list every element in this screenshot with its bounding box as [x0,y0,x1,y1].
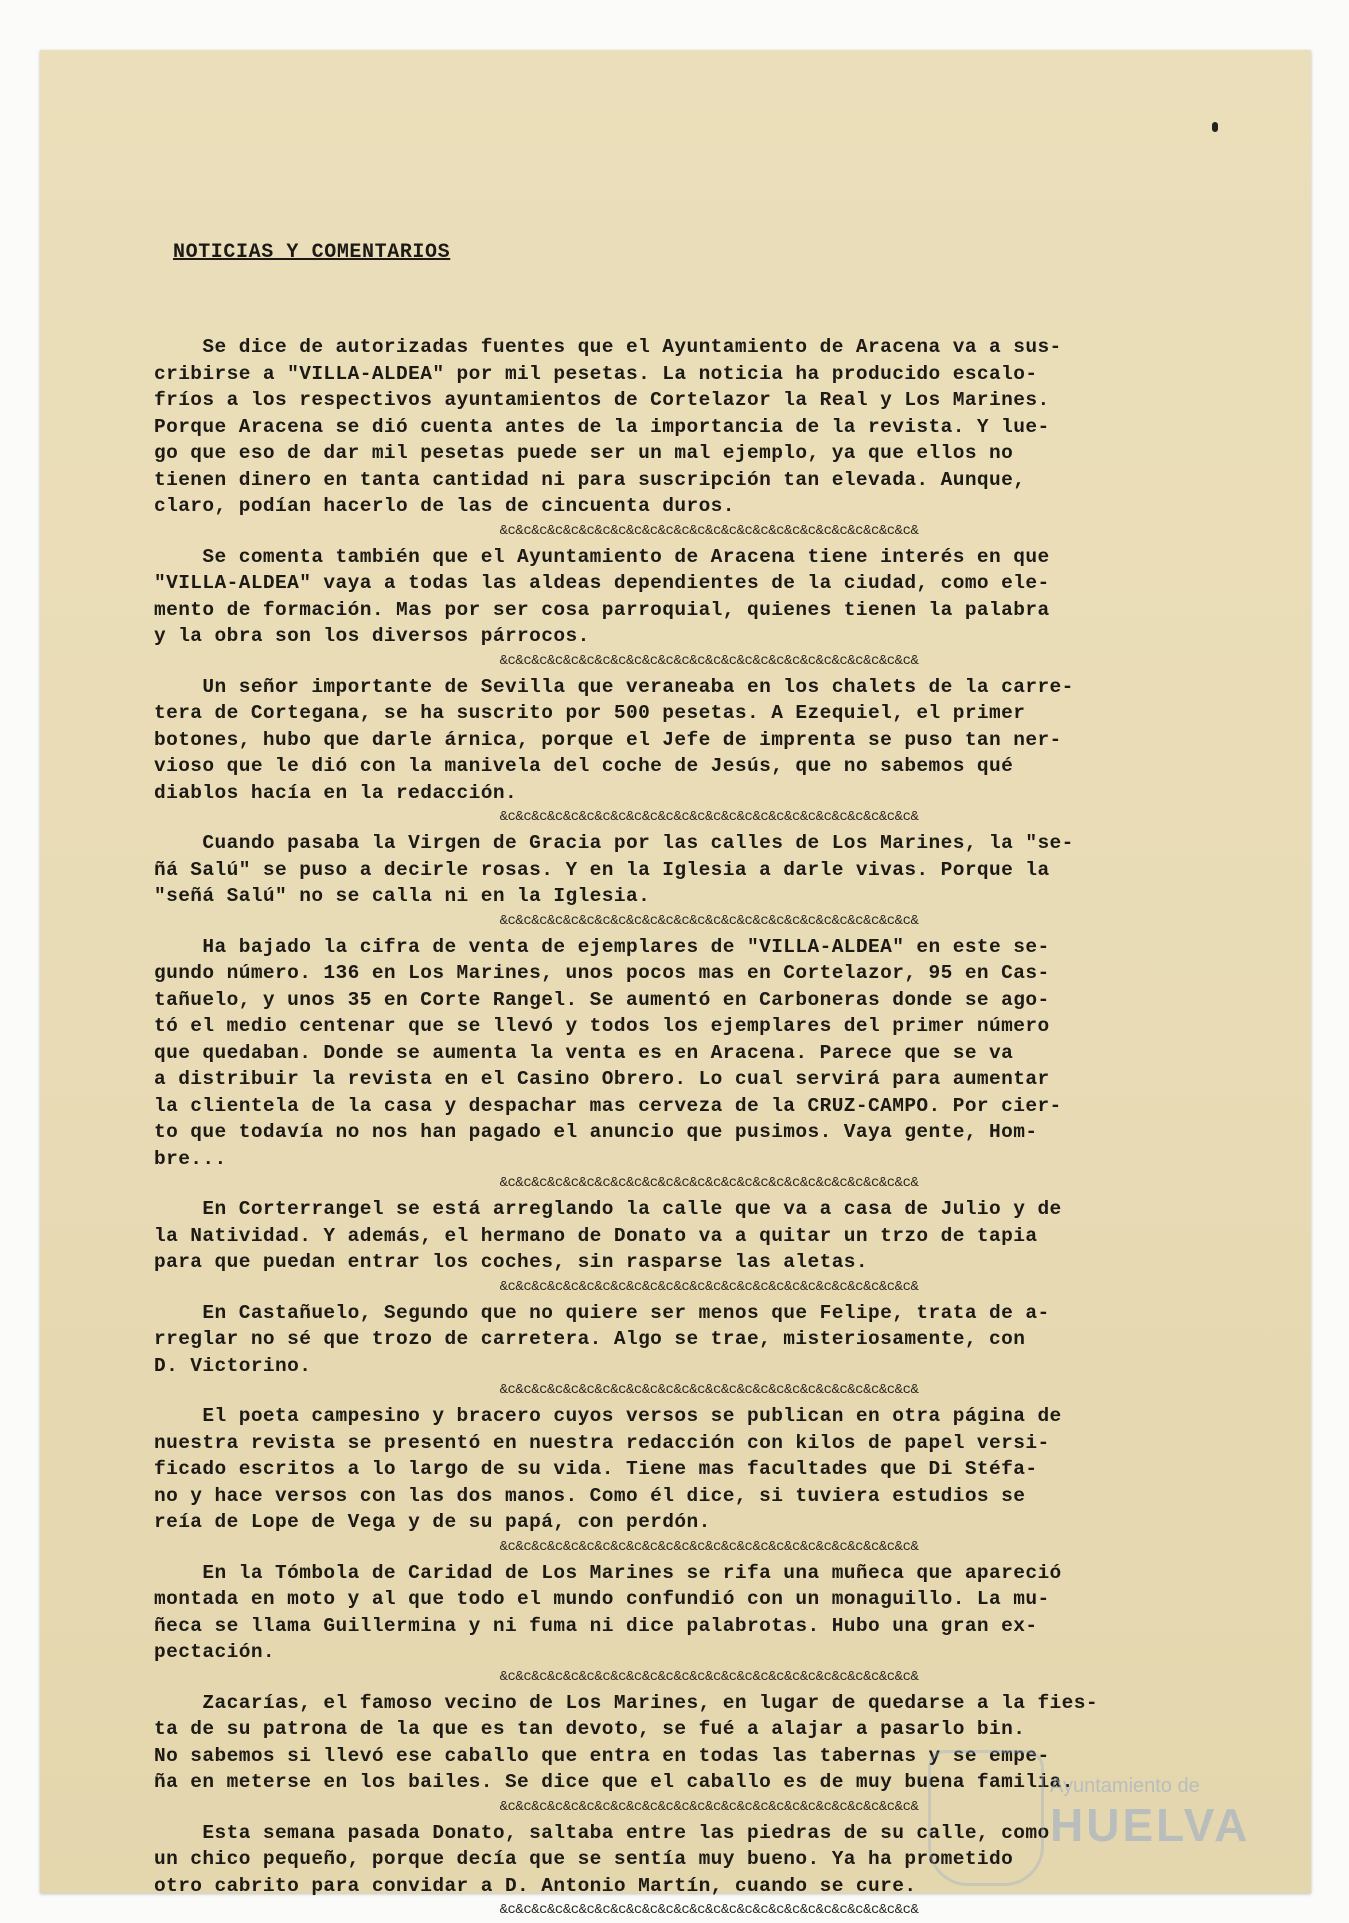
news-paragraph: Esta semana pasada Donato, saltaba entre las piedras de su calle, como un chico pequeño, porque decía que se sentía muy bueno. Ya ha prometido otro cabrito para convidar a D. Antonio Martín, cuando se cure. [154,1821,1050,1897]
news-paragraph: El poeta campesino y bracero cuyos versos se publican en otra página de nuestra revista se presentó en nuestra redacción con kilos de papel versi- ficado escritos a lo largo de su vida. Tiene mas facultades que Di Stéfa- no y hace versos con las dos manos. Como él dice, si tuviera estudios se reía de Lope de Vega y de su papá, con perdón. [154,1405,1062,1533]
news-paragraph: En la Tómbola de Caridad de Los Marines se rifa una muñeca que apareció montada en moto y al que todo el mundo confundió con un monaguillo. La mu- ñeca se llama Guillermina y ni fuma ni dice palabrotas. Hubo una gran ex- pectación. [154,1561,1062,1663]
punch-mark [1212,122,1218,132]
separator: &c&c&c&c&c&c&c&c&c&c&c&c&c&c&c&c&c&c&c&c&c&c&c&c&c&c& [499,1538,919,1555]
news-paragraph: Se dice de autorizadas fuentes que el Ayuntamiento de Aracena va a sus- cribirse a "VILLA-ALDEA" por mil pesetas. La noticia ha producido escalo- fríos a los respectivos ayuntamientos de Cortelazor la Real y Los Marines. Porque Aracena se dió cuenta antes de la importancia de la revista. Y lue- go que eso de dar mil pesetas puede ser un mal ejemplo, ya que ellos no tienen dinero en tanta cantidad ni para suscripción tan elevada. Aunque, claro, podían hacerlo de las de cincuenta duros. [154,336,1062,517]
news-paragraph: Un señor importante de Sevilla que veraneaba en los chalets de la carre- tera de Cortegana, se ha suscrito por 500 pesetas. A Ezequiel, el primer botones, hubo que darle árnica, porque el Jefe de imprenta se puso tan ner- vioso que le dió con la manivela del coche de Jesús, que no sabemos qué diablos hacía en la redacción. [154,675,1074,804]
news-paragraph: Zacarías, el famoso vecino de Los Marines, en lugar de quedarse a la fies- ta de su patrona de la que es tan devoto, se fué a alajar a pasarlo bin. No sabemos si llevó ese caballo que entra en todas las tabernas y se empe- ña en meterse en los bailes. Se dice que el caballo es de muy buena familia. [154,1691,1098,1793]
watermark-line1: Ayuntamiento de [1050,1775,1200,1797]
news-paragraph: Cuando pasaba la Virgen de Gracia por las calles de Los Marines, la "se- ñá Salú" se puso a decirle rosas. Y en la Iglesia a darle vivas. Porque la "señá Salú" no se calla ni en la Iglesia. [154,832,1074,907]
page-title: NOTICIAS Y COMENTARIOS [173,241,451,264]
coat-of-arms-watermark-icon [928,1750,1044,1886]
separator: &c&c&c&c&c&c&c&c&c&c&c&c&c&c&c&c&c&c&c&c&c&c&c&c&c&c& [499,1278,919,1295]
article-body [154,334,1264,1923]
separator: &c&c&c&c&c&c&c&c&c&c&c&c&c&c&c&c&c&c&c&c&c&c&c&c&c&c& [499,1382,919,1398]
watermark-line2: HUELVA [1050,1799,1251,1851]
separator: &c&c&c&c&c&c&c&c&c&c&c&c&c&c&c&c&c&c&c&c&c&c&c&c&c&c& [499,522,919,539]
separator: &c&c&c&c&c&c&c&c&c&c&c&c&c&c&c&c&c&c&c&c&c&c&c&c&c&c& [499,652,919,669]
separator: &c&c&c&c&c&c&c&c&c&c&c&c&c&c&c&c&c&c&c&c&c&c&c&c&c&c& [499,1175,919,1191]
separator: &c&c&c&c&c&c&c&c&c&c&c&c&c&c&c&c&c&c&c&c&c&c&c&c&c&c& [499,1902,919,1918]
news-paragraph: En Corterrangel se está arreglando la calle que va a casa de Julio y de la Natividad. Y además, el hermano de Donato va a quitar un trzo de tapia para que puedan entrar los coches, sin rasparse las aletas. [154,1198,1062,1273]
separator: &c&c&c&c&c&c&c&c&c&c&c&c&c&c&c&c&c&c&c&c&c&c&c&c&c&c& [499,1668,919,1685]
separator: &c&c&c&c&c&c&c&c&c&c&c&c&c&c&c&c&c&c&c&c&c&c&c&c&c&c& [499,912,919,929]
news-paragraph: Se comenta también que el Ayuntamiento de Aracena tiene interés en que "VILLA-ALDEA" vaya a todas las aldeas dependientes de la ciudad, como ele- mento de formación. Mas por ser cosa parroquial, quienes tienen la palabra y la obra son los diversos párrocos. [154,545,1050,647]
watermark-text [1050,1775,1250,1852]
separator: &c&c&c&c&c&c&c&c&c&c&c&c&c&c&c&c&c&c&c&c&c&c&c&c&c&c& [499,809,919,825]
news-paragraph: Ha bajado la cifra de venta de ejemplares de "VILLA-ALDEA" en este se- gundo número. 136 en Los Marines, unos pocos mas en Cortelazor, 95 en Cas- tañuelo, y unos 35 en Corte Rangel. Se aumentó en Carboneras donde se ago- tó el medio centenar que se llevó y todos los ejemplares del primer número que quedaban. Donde se aumenta la venta es en Aracena. Parece que se va a distribuir la revista en el Casino Obrero. Lo cual servirá para aumentar la clientela de la casa y despachar mas cerveza de la CRUZ-CAMPO. Por cier- to que todavía no nos han pagado el anuncio que pusimos. Vaya gente, Hom- bre... [154,935,1062,1170]
news-paragraph: En Castañuelo, Segundo que no quiere ser menos que Felipe, trata de a- rreglar no sé que trozo de carretera. Algo se trae, misteriosamente, con D. Victorino. [154,1301,1050,1377]
separator: &c&c&c&c&c&c&c&c&c&c&c&c&c&c&c&c&c&c&c&c&c&c&c&c&c&c& [499,1798,919,1815]
document-page [40,50,1311,1918]
